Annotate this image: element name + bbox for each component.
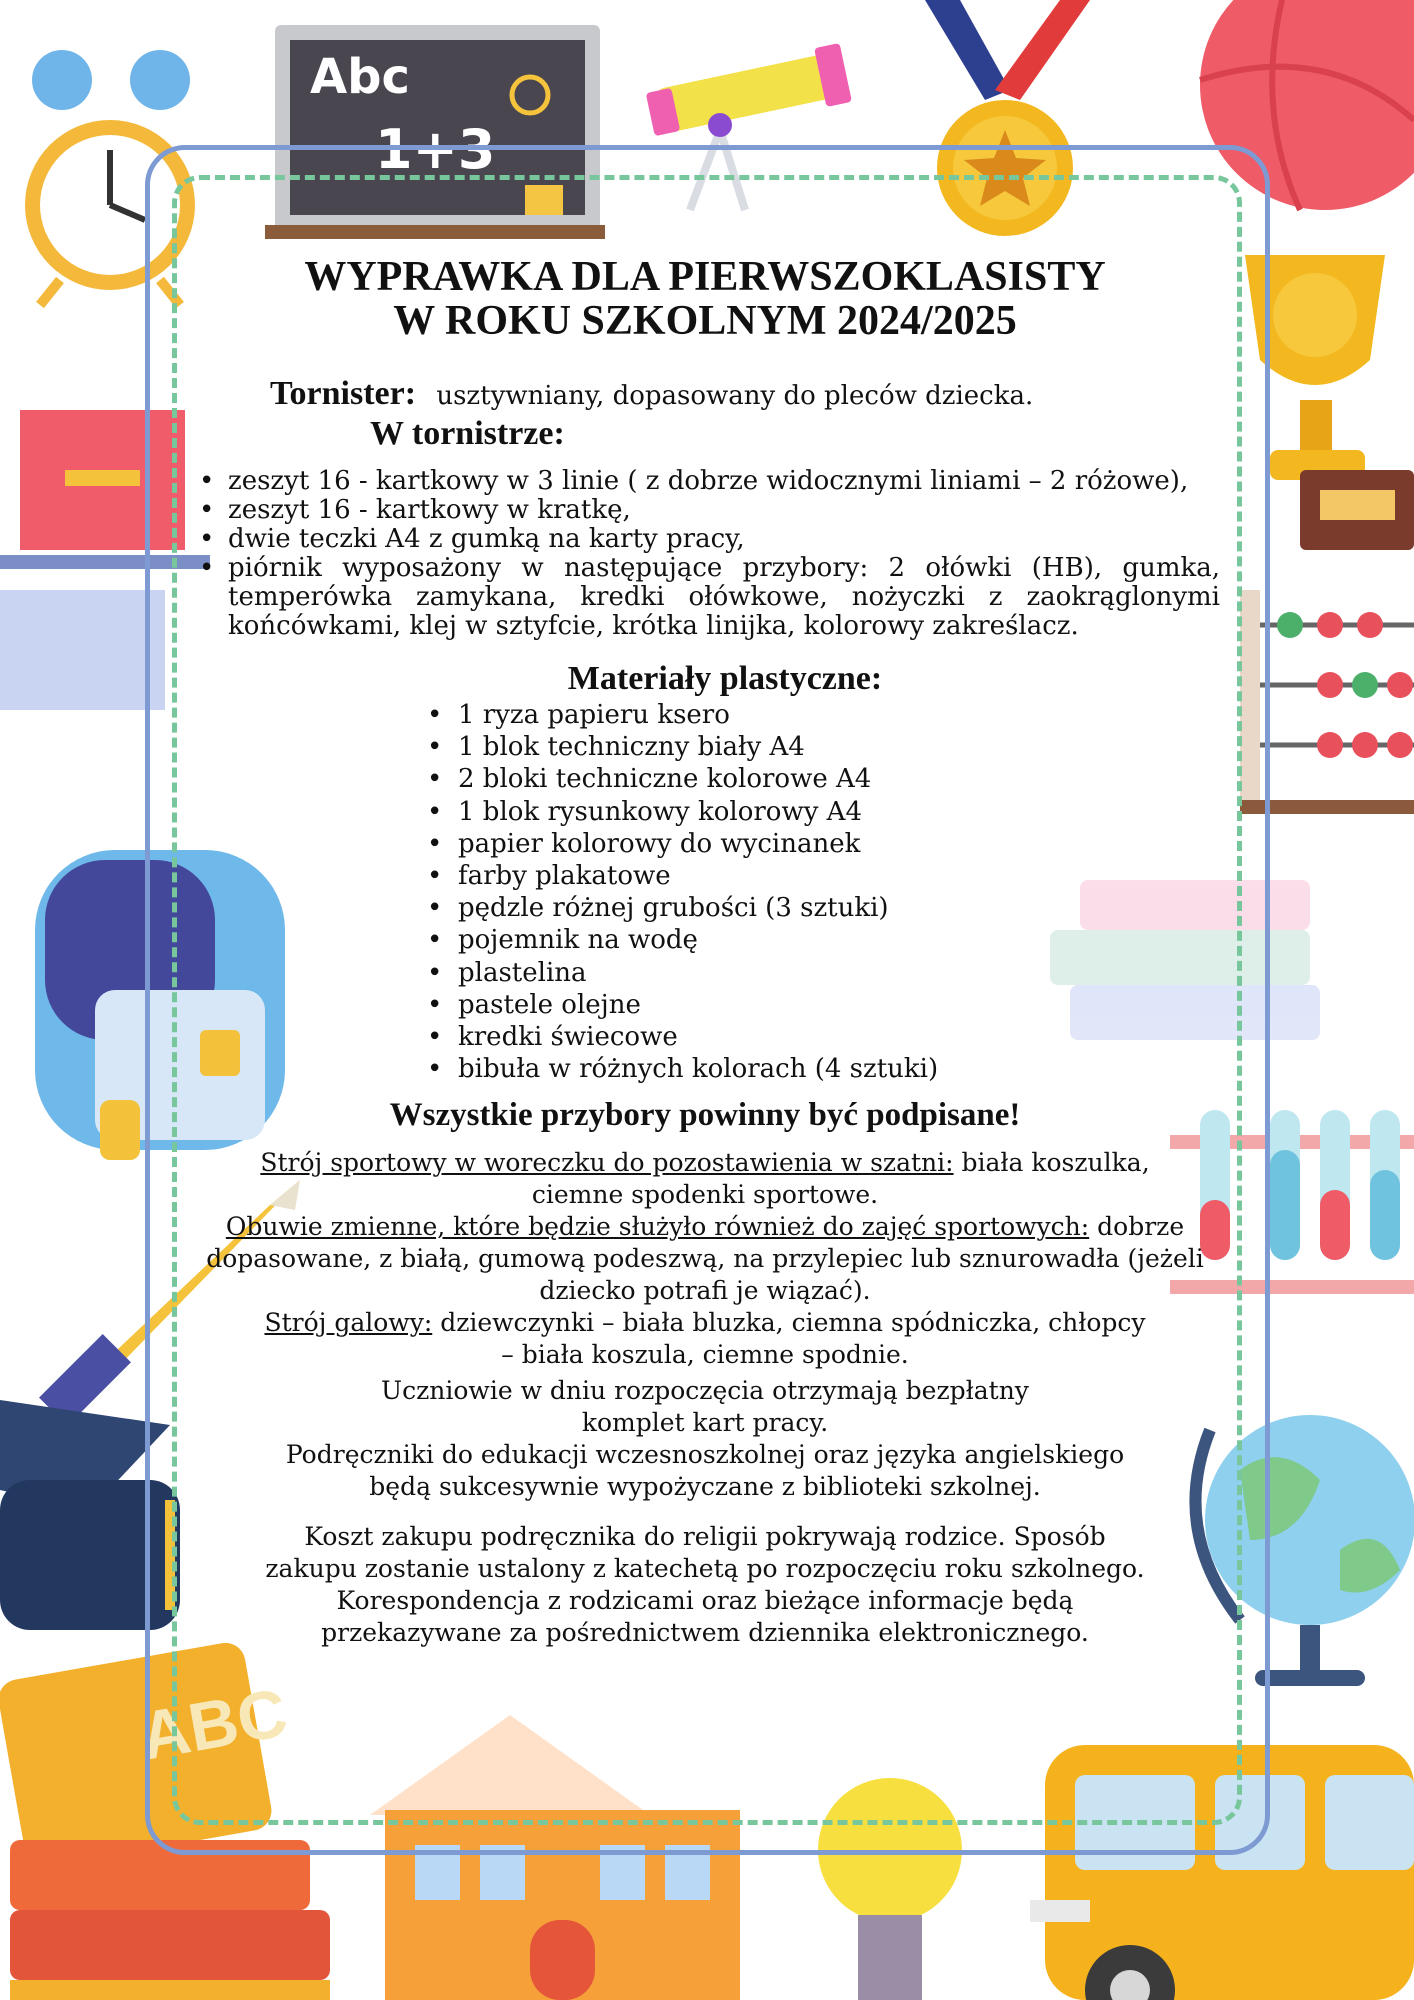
title-line-2: W ROKU SZKOLNYM 2024/2025 xyxy=(393,298,1017,344)
list-item: • papier kolorowy do wycinanek xyxy=(415,828,1225,860)
free-cards-line-1: Uczniowie w dniu rozpoczęcia otrzymają bezpłatny xyxy=(381,1376,1029,1406)
list-item: • pędzle różnej grubości (3 sztuki) xyxy=(415,892,1225,924)
list-item: • farby plakatowe xyxy=(415,860,1225,892)
sport-outfit-label: Strój sportowy w woreczku do pozostawienia w szatni: xyxy=(260,1148,954,1178)
tornister-label: Tornister: xyxy=(270,375,417,412)
art-materials-list xyxy=(415,699,1225,1085)
religion-line-3: Korespondencja z rodzicami oraz bieżące informacje będą xyxy=(336,1586,1074,1616)
document-body xyxy=(185,255,1225,1785)
trophy-icon xyxy=(1245,255,1414,550)
list-item: • 2 bloki techniczne kolorowe A4 xyxy=(415,763,1225,795)
book-label: ABC xyxy=(134,1674,293,1775)
sport-outfit-text: biała koszulka, ciemne spodenki sportowe. xyxy=(531,1148,1150,1210)
list-item: • kredki świecowe xyxy=(415,1021,1225,1053)
gala-outfit-text: dziewczynki – biała bluzka, ciemna spódniczka, chłopcy – biała koszula, ciemne spodnie. xyxy=(432,1308,1146,1370)
textbooks-line-1: Podręczniki do edukacji wczesnoszkolnej oraz języka angielskiego xyxy=(285,1440,1125,1470)
free-cards-line-2: komplet kart pracy. xyxy=(581,1408,829,1438)
list-item: • dwie teczki A4 z gumką na karty pracy, xyxy=(185,525,1220,554)
gala-outfit-paragraph xyxy=(185,1307,1225,1371)
tornister-text: usztywniany, dopasowany do pleców dziecka. xyxy=(436,381,1034,411)
blackboard-text-abc: Abc xyxy=(310,49,410,105)
religion-line-4: przekazywane za pośrednictwem dziennika elektronicznego. xyxy=(321,1618,1089,1648)
blackboard-text-equation: 1+3 xyxy=(375,118,496,181)
gala-outfit-label: Strój galowy: xyxy=(264,1308,433,1338)
textbooks-paragraph xyxy=(185,1439,1225,1503)
art-materials-heading: Materiały plastyczne: xyxy=(567,660,883,697)
list-item: • piórnik wyposażony w następujące przybory: 2 ołówki (HB), gumka, temperówka zamykana, kredki ołówkowe, nożyczki z zaokrąglonymi końcówkami, klej w sztyfcie, krótka linijka, kolorowy zakreślacz. xyxy=(185,554,1220,641)
religion-line-1: Koszt zakupu podręcznika do religii pokrywają rodzice. Sposób xyxy=(304,1522,1106,1552)
list-item: • bibuła w różnych kolorach (4 sztuki) xyxy=(415,1053,1225,1085)
page-title xyxy=(185,255,1225,343)
list-item: • 1 blok rysunkowy kolorowy A4 xyxy=(415,796,1225,828)
list-item: • plastelina xyxy=(415,957,1225,989)
list-item: • pastele olejne xyxy=(415,989,1225,1021)
free-cards-paragraph xyxy=(185,1375,1225,1439)
tornister-line xyxy=(270,377,1225,413)
shoes-paragraph xyxy=(185,1211,1225,1307)
list-item: • 1 blok techniczny biały A4 xyxy=(415,731,1225,763)
list-item: • 1 ryza papieru ksero xyxy=(415,699,1225,731)
sport-outfit-paragraph xyxy=(185,1147,1225,1211)
clothing-section xyxy=(185,1147,1225,1371)
signed-notice: Wszystkie przybory powinny być podpisane! xyxy=(389,1097,1021,1134)
title-line-1: WYPRAWKA DLA PIERWSZOKLASISTY xyxy=(304,254,1106,300)
backpack-subheading: W tornistrze: xyxy=(370,415,565,452)
religion-paragraph xyxy=(185,1521,1225,1649)
list-item: • zeszyt 16 - kartkowy w 3 linie ( z dobrze widocznymi liniami – 2 różowe), xyxy=(185,467,1220,496)
shoes-text: dobrze dopasowane, z białą, gumową podeszwą, na przylepiec lub sznurowadła (jeżeli dziecko potrafi je wiązać). xyxy=(206,1212,1204,1306)
list-item: • pojemnik na wodę xyxy=(415,924,1225,956)
list-item: • zeszyt 16 - kartkowy w kratkę, xyxy=(185,496,1220,525)
textbooks-line-2: będą sukcesywnie wypożyczane z biblioteki szkolnej. xyxy=(369,1472,1041,1502)
shoes-label: Obuwie zmienne, które będzie służyło również do zajęć sportowych: xyxy=(225,1212,1090,1242)
religion-line-2: zakupu zostanie ustalony z katechetą po rozpoczęciu roku szkolnego. xyxy=(265,1554,1145,1584)
backpack-items-list xyxy=(185,467,1225,641)
